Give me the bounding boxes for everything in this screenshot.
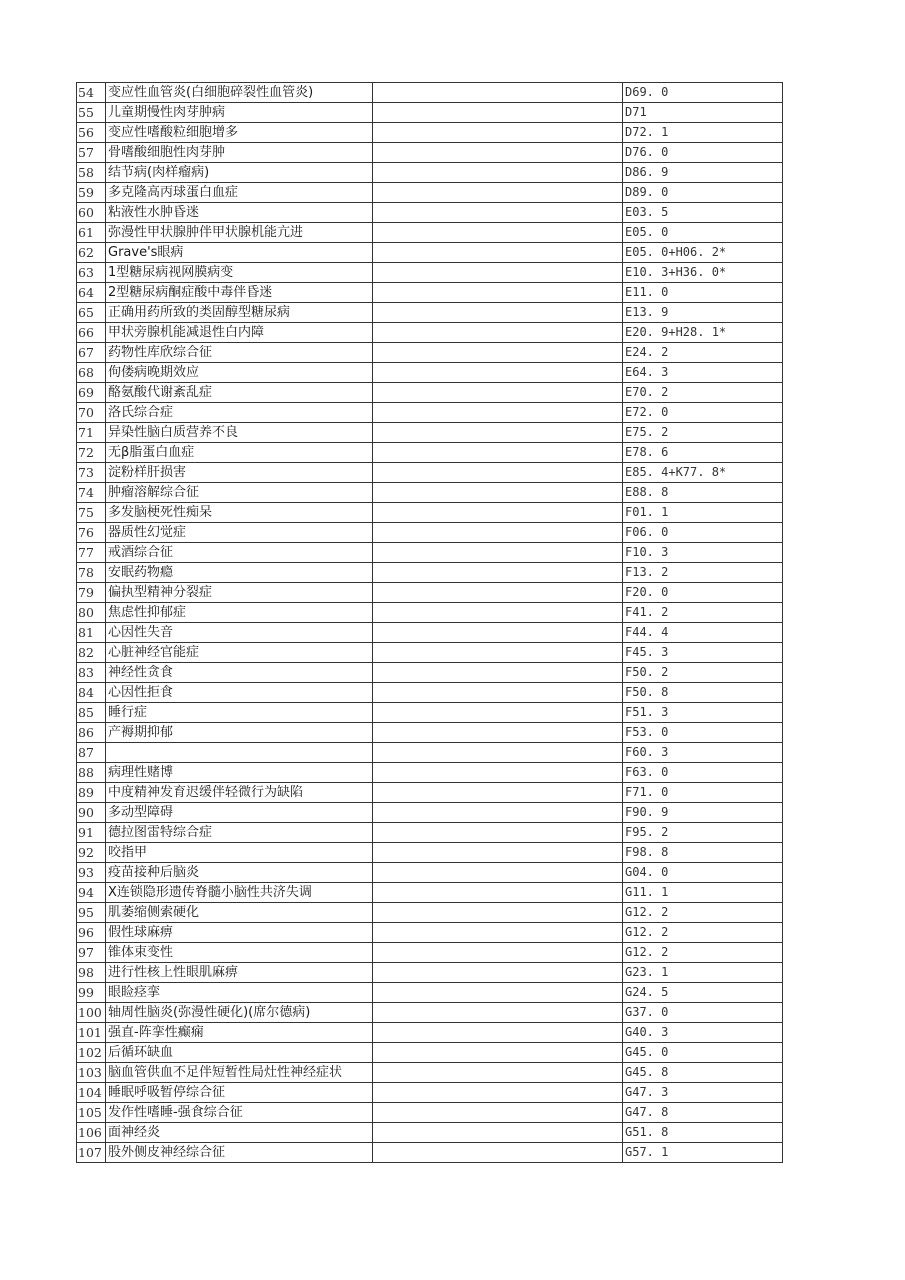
diagnosis-name: 粘液性水肿昏迷 (106, 203, 373, 223)
diagnosis-name: 锥体束变性 (106, 943, 373, 963)
empty-cell (373, 343, 623, 363)
row-number: 55 (77, 103, 106, 123)
diagnosis-name: 洛氏综合症 (106, 403, 373, 423)
row-number: 54 (77, 83, 106, 103)
table-body (77, 83, 783, 1163)
diagnosis-name: 酪氨酸代谢紊乱症 (106, 383, 373, 403)
diagnosis-name: 佝偻病晚期效应 (106, 363, 373, 383)
diagnosis-name: 进行性核上性眼肌麻痹 (106, 963, 373, 983)
icd-code: F45. 3 (623, 643, 783, 663)
table-row (77, 743, 783, 763)
table-row (77, 383, 783, 403)
icd-code: G40. 3 (623, 1023, 783, 1043)
row-number: 105 (77, 1103, 106, 1123)
empty-cell (373, 483, 623, 503)
row-number: 71 (77, 423, 106, 443)
empty-cell (373, 1063, 623, 1083)
diagnosis-name: 假性球麻痹 (106, 923, 373, 943)
empty-cell (373, 623, 623, 643)
icd-code: F60. 3 (623, 743, 783, 763)
row-number: 63 (77, 263, 106, 283)
row-number: 86 (77, 723, 106, 743)
table-row (77, 183, 783, 203)
diagnosis-name: 戒酒综合征 (106, 543, 373, 563)
table-row (77, 323, 783, 343)
table-row (77, 643, 783, 663)
row-number: 66 (77, 323, 106, 343)
empty-cell (373, 323, 623, 343)
table-row (77, 1083, 783, 1103)
empty-cell (373, 723, 623, 743)
icd-code: F50. 8 (623, 683, 783, 703)
icd-code: E75. 2 (623, 423, 783, 443)
empty-cell (373, 763, 623, 783)
table-row (77, 783, 783, 803)
diagnosis-name: 强直-阵挛性癫痫 (106, 1023, 373, 1043)
row-number: 65 (77, 303, 106, 323)
icd-code: F10. 3 (623, 543, 783, 563)
table-row (77, 223, 783, 243)
empty-cell (373, 903, 623, 923)
icd-code: D69. 0 (623, 83, 783, 103)
table-row (77, 343, 783, 363)
icd-code: F95. 2 (623, 823, 783, 843)
diagnosis-name: 咬指甲 (106, 843, 373, 863)
icd-code: G12. 2 (623, 923, 783, 943)
row-number: 60 (77, 203, 106, 223)
empty-cell (373, 503, 623, 523)
table-row (77, 1043, 783, 1063)
row-number: 74 (77, 483, 106, 503)
empty-cell (373, 563, 623, 583)
row-number: 72 (77, 443, 106, 463)
table-row (77, 563, 783, 583)
empty-cell (373, 643, 623, 663)
table-row (77, 243, 783, 263)
empty-cell (373, 843, 623, 863)
row-number: 81 (77, 623, 106, 643)
empty-cell (373, 983, 623, 1003)
diagnosis-name: 肿瘤溶解综合征 (106, 483, 373, 503)
icd-code: F98. 8 (623, 843, 783, 863)
row-number: 57 (77, 143, 106, 163)
table-row (77, 623, 783, 643)
diagnosis-name: 结节病(肉样瘤病) (106, 163, 373, 183)
empty-cell (373, 923, 623, 943)
table-row (77, 283, 783, 303)
icd-code: G12. 2 (623, 943, 783, 963)
diagnosis-name: 病理性赌博 (106, 763, 373, 783)
table-row (77, 963, 783, 983)
empty-cell (373, 443, 623, 463)
table-row (77, 683, 783, 703)
row-number: 70 (77, 403, 106, 423)
empty-cell (373, 523, 623, 543)
row-number: 93 (77, 863, 106, 883)
diagnosis-name: 2型糖尿病酮症酸中毒伴昏迷 (106, 283, 373, 303)
diagnosis-code-table (76, 82, 783, 1163)
row-number: 106 (77, 1123, 106, 1143)
icd-code: F01. 1 (623, 503, 783, 523)
icd-code: D72. 1 (623, 123, 783, 143)
diagnosis-name: 焦虑性抑郁症 (106, 603, 373, 623)
icd-code: E64. 3 (623, 363, 783, 383)
table-row (77, 803, 783, 823)
table-row (77, 1123, 783, 1143)
empty-cell (373, 1103, 623, 1123)
row-number: 98 (77, 963, 106, 983)
empty-cell (373, 203, 623, 223)
diagnosis-name: X连锁隐形遗传脊髓小脑性共济失调 (106, 883, 373, 903)
empty-cell (373, 863, 623, 883)
diagnosis-name: 轴周性脑炎(弥漫性硬化)(席尔德病) (106, 1003, 373, 1023)
table-row (77, 303, 783, 323)
diagnosis-name: Grave's眼病 (106, 243, 373, 263)
icd-code: E05. 0 (623, 223, 783, 243)
table-row (77, 883, 783, 903)
table-row (77, 83, 783, 103)
icd-code: F71. 0 (623, 783, 783, 803)
table-row (77, 923, 783, 943)
row-number: 96 (77, 923, 106, 943)
empty-cell (373, 683, 623, 703)
icd-code: G24. 5 (623, 983, 783, 1003)
table-row (77, 163, 783, 183)
diagnosis-name: 中度精神发育迟缓伴轻微行为缺陷 (106, 783, 373, 803)
table-row (77, 903, 783, 923)
table-row (77, 263, 783, 283)
diagnosis-name: 面神经炎 (106, 1123, 373, 1143)
icd-code: E70. 2 (623, 383, 783, 403)
diagnosis-name: 变应性嗜酸粒细胞增多 (106, 123, 373, 143)
diagnosis-name: 淀粉样肝损害 (106, 463, 373, 483)
icd-code: E24. 2 (623, 343, 783, 363)
row-number: 88 (77, 763, 106, 783)
empty-cell (373, 183, 623, 203)
empty-cell (373, 1143, 623, 1163)
empty-cell (373, 783, 623, 803)
diagnosis-name: 股外侧皮神经综合征 (106, 1143, 373, 1163)
empty-cell (373, 143, 623, 163)
diagnosis-name (106, 743, 373, 763)
table-row (77, 1003, 783, 1023)
icd-code: E10. 3+H36. 0* (623, 263, 783, 283)
table-row (77, 823, 783, 843)
row-number: 59 (77, 183, 106, 203)
empty-cell (373, 283, 623, 303)
diagnosis-name: 心因性拒食 (106, 683, 373, 703)
table-row (77, 763, 783, 783)
row-number: 97 (77, 943, 106, 963)
icd-code: E20. 9+H28. 1* (623, 323, 783, 343)
row-number: 84 (77, 683, 106, 703)
diagnosis-name: 变应性血管炎(白细胞碎裂性血管炎) (106, 83, 373, 103)
row-number: 104 (77, 1083, 106, 1103)
row-number: 100 (77, 1003, 106, 1023)
table-row (77, 443, 783, 463)
empty-cell (373, 963, 623, 983)
row-number: 103 (77, 1063, 106, 1083)
table-row (77, 1143, 783, 1163)
empty-cell (373, 943, 623, 963)
empty-cell (373, 243, 623, 263)
diagnosis-name: 心因性失音 (106, 623, 373, 643)
icd-code: G12. 2 (623, 903, 783, 923)
icd-code: E05. 0+H06. 2* (623, 243, 783, 263)
icd-code: G37. 0 (623, 1003, 783, 1023)
icd-code: E78. 6 (623, 443, 783, 463)
table-row (77, 363, 783, 383)
empty-cell (373, 1003, 623, 1023)
empty-cell (373, 363, 623, 383)
table-row (77, 103, 783, 123)
empty-cell (373, 263, 623, 283)
icd-code: E88. 8 (623, 483, 783, 503)
row-number: 90 (77, 803, 106, 823)
table-row (77, 1023, 783, 1043)
row-number: 85 (77, 703, 106, 723)
diagnosis-name: 后循环缺血 (106, 1043, 373, 1063)
table-row (77, 123, 783, 143)
diagnosis-name: 睡行症 (106, 703, 373, 723)
empty-cell (373, 583, 623, 603)
empty-cell (373, 883, 623, 903)
row-number: 64 (77, 283, 106, 303)
row-number: 89 (77, 783, 106, 803)
diagnosis-name: 多克隆高丙球蛋白血症 (106, 183, 373, 203)
empty-cell (373, 823, 623, 843)
row-number: 69 (77, 383, 106, 403)
empty-cell (373, 1043, 623, 1063)
diagnosis-name: 正确用药所致的类固醇型糖尿病 (106, 303, 373, 323)
icd-code: G47. 8 (623, 1103, 783, 1123)
empty-cell (373, 1083, 623, 1103)
row-number: 80 (77, 603, 106, 623)
icd-code: F50. 2 (623, 663, 783, 683)
diagnosis-name: 儿童期慢性肉芽肿病 (106, 103, 373, 123)
icd-code: E72. 0 (623, 403, 783, 423)
icd-code: F63. 0 (623, 763, 783, 783)
icd-code: G57. 1 (623, 1143, 783, 1163)
table-row (77, 723, 783, 743)
diagnosis-name: 肌萎缩侧索硬化 (106, 903, 373, 923)
empty-cell (373, 603, 623, 623)
table-row (77, 423, 783, 443)
icd-code: E03. 5 (623, 203, 783, 223)
diagnosis-name: 多发脑梗死性痴呆 (106, 503, 373, 523)
icd-code: F06. 0 (623, 523, 783, 543)
row-number: 56 (77, 123, 106, 143)
row-number: 83 (77, 663, 106, 683)
icd-code: F53. 0 (623, 723, 783, 743)
table-row (77, 583, 783, 603)
row-number: 95 (77, 903, 106, 923)
icd-code: E85. 4+K77. 8* (623, 463, 783, 483)
diagnosis-name: 安眠药物瘾 (106, 563, 373, 583)
row-number: 68 (77, 363, 106, 383)
row-number: 75 (77, 503, 106, 523)
diagnosis-name: 药物性库欣综合征 (106, 343, 373, 363)
table-row (77, 863, 783, 883)
diagnosis-name: 1型糖尿病视网膜病变 (106, 263, 373, 283)
empty-cell (373, 383, 623, 403)
icd-code: G45. 8 (623, 1063, 783, 1083)
empty-cell (373, 1023, 623, 1043)
icd-code: G47. 3 (623, 1083, 783, 1103)
icd-code: E13. 9 (623, 303, 783, 323)
table-row (77, 503, 783, 523)
icd-code: G11. 1 (623, 883, 783, 903)
table-row (77, 463, 783, 483)
table-row (77, 603, 783, 623)
diagnosis-name: 器质性幻觉症 (106, 523, 373, 543)
empty-cell (373, 803, 623, 823)
table-row (77, 543, 783, 563)
table-row (77, 1103, 783, 1123)
table-row (77, 523, 783, 543)
empty-cell (373, 423, 623, 443)
icd-code: F44. 4 (623, 623, 783, 643)
icd-code: D86. 9 (623, 163, 783, 183)
empty-cell (373, 123, 623, 143)
row-number: 73 (77, 463, 106, 483)
icd-code: G23. 1 (623, 963, 783, 983)
row-number: 77 (77, 543, 106, 563)
row-number: 102 (77, 1043, 106, 1063)
empty-cell (373, 663, 623, 683)
diagnosis-name: 疫苗接种后脑炎 (106, 863, 373, 883)
row-number: 79 (77, 583, 106, 603)
diagnosis-name: 多动型障碍 (106, 803, 373, 823)
empty-cell (373, 103, 623, 123)
row-number: 67 (77, 343, 106, 363)
table-row (77, 403, 783, 423)
empty-cell (373, 163, 623, 183)
table-row (77, 1063, 783, 1083)
row-number: 101 (77, 1023, 106, 1043)
row-number: 99 (77, 983, 106, 1003)
diagnosis-name: 异染性脑白质营养不良 (106, 423, 373, 443)
diagnosis-name: 神经性贪食 (106, 663, 373, 683)
table-row (77, 483, 783, 503)
row-number: 76 (77, 523, 106, 543)
icd-code: F13. 2 (623, 563, 783, 583)
empty-cell (373, 1123, 623, 1143)
diagnosis-name: 甲状旁腺机能减退性白内障 (106, 323, 373, 343)
icd-code: F41. 2 (623, 603, 783, 623)
row-number: 94 (77, 883, 106, 903)
icd-code: G45. 0 (623, 1043, 783, 1063)
icd-code: D76. 0 (623, 143, 783, 163)
table-row (77, 843, 783, 863)
icd-code: G04. 0 (623, 863, 783, 883)
table-row (77, 663, 783, 683)
diagnosis-name: 产褥期抑郁 (106, 723, 373, 743)
row-number: 87 (77, 743, 106, 763)
diagnosis-name: 睡眠呼吸暂停综合征 (106, 1083, 373, 1103)
diagnosis-name: 脑血管供血不足伴短暂性局灶性神经症状 (106, 1063, 373, 1083)
row-number: 92 (77, 843, 106, 863)
empty-cell (373, 223, 623, 243)
table-row (77, 143, 783, 163)
diagnosis-name: 偏执型精神分裂症 (106, 583, 373, 603)
row-number: 107 (77, 1143, 106, 1163)
row-number: 58 (77, 163, 106, 183)
icd-code: D71 (623, 103, 783, 123)
table-row (77, 983, 783, 1003)
table-row (77, 703, 783, 723)
empty-cell (373, 463, 623, 483)
empty-cell (373, 83, 623, 103)
row-number: 62 (77, 243, 106, 263)
icd-code: F20. 0 (623, 583, 783, 603)
row-number: 82 (77, 643, 106, 663)
table-row (77, 203, 783, 223)
empty-cell (373, 703, 623, 723)
row-number: 78 (77, 563, 106, 583)
diagnosis-name: 骨嗜酸细胞性肉芽肿 (106, 143, 373, 163)
empty-cell (373, 303, 623, 323)
icd-code: F51. 3 (623, 703, 783, 723)
icd-code: D89. 0 (623, 183, 783, 203)
icd-code: F90. 9 (623, 803, 783, 823)
diagnosis-name: 发作性嗜睡-强食综合征 (106, 1103, 373, 1123)
diagnosis-name: 弥漫性甲状腺肿伴甲状腺机能亢进 (106, 223, 373, 243)
icd-code: G51. 8 (623, 1123, 783, 1143)
diagnosis-name: 心脏神经官能症 (106, 643, 373, 663)
row-number: 91 (77, 823, 106, 843)
icd-code: E11. 0 (623, 283, 783, 303)
table-row (77, 943, 783, 963)
diagnosis-name: 德拉图雷特综合症 (106, 823, 373, 843)
empty-cell (373, 543, 623, 563)
diagnosis-name: 无β脂蛋白血症 (106, 443, 373, 463)
empty-cell (373, 743, 623, 763)
diagnosis-name: 眼睑痉挛 (106, 983, 373, 1003)
row-number: 61 (77, 223, 106, 243)
empty-cell (373, 403, 623, 423)
